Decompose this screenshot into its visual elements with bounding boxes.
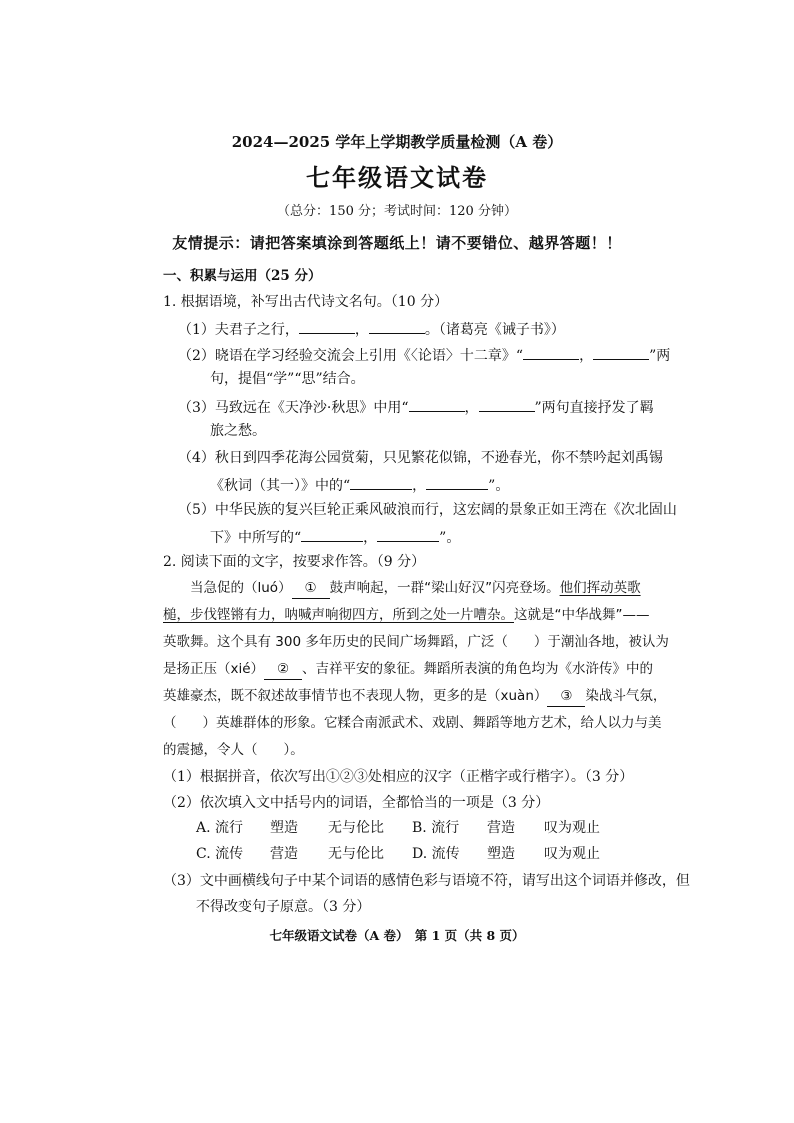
passage-text: ）。 xyxy=(283,742,304,758)
numbered-blank-2[interactable]: ② xyxy=(264,659,302,680)
passage-line-1 xyxy=(190,578,641,599)
comma: ， xyxy=(579,348,594,364)
item-text: 《秋词（其一）》中的“ xyxy=(210,478,351,494)
passage-text: 鼓声响起，一群“梁山好汉”闪亮登场。 xyxy=(329,580,560,596)
option-a-word-3: 无与伦比 xyxy=(328,820,384,836)
passage-text: 英歌舞。这个具有 300 多年历史的民间广场舞蹈，广泛（ xyxy=(163,634,508,650)
passage-text: 、吉祥平安的象征。舞蹈所表演的角色均为《水浒传》中的 xyxy=(302,661,654,677)
friendly-tip: 友情提示：请把答案填涂到答题纸上！请不要错位、越界答题！！ xyxy=(172,234,622,252)
passage-text: ）于潮汕各地，被认为 xyxy=(533,634,669,650)
answer-blank[interactable] xyxy=(350,474,412,490)
answer-blank[interactable] xyxy=(479,396,535,412)
option-d-word-1[interactable]: D. 流传 xyxy=(412,846,460,862)
passage-text: 染战斗气氛， xyxy=(585,688,667,704)
underlined-sentence: 槌，步伐铿锵有力，呐喊声响彻四方，所到之处一片嘈杂。 xyxy=(163,607,514,623)
option-a-word-2: 塑造 xyxy=(270,820,298,836)
question-1-stem: 1. 根据语境，补写出古代诗文名句。（10 分） xyxy=(163,294,449,310)
answer-blank[interactable] xyxy=(299,318,355,334)
passage-line-7 xyxy=(163,740,304,760)
comma: ， xyxy=(354,322,369,338)
passage-text: 英雄豪杰，既不叙述故事情节也不表现人物，更多的是（xuàn） xyxy=(163,688,548,704)
section-heading: 一、积累与运用（25 分） xyxy=(163,268,322,284)
question-2-stem: 2. 阅读下面的文字，按要求作答。（9 分） xyxy=(163,554,426,570)
subquestion-1: （1）根据拼音，依次写出①②③处相应的汉字（正楷字或行楷字）。（3 分） xyxy=(163,769,634,785)
numbered-blank-1[interactable]: ① xyxy=(292,578,330,599)
passage-text: 是扬正压（xié） xyxy=(163,661,265,677)
item-text: 下》中所写的“ xyxy=(210,530,302,546)
option-b-word-2: 营造 xyxy=(487,820,515,836)
option-b-word-1[interactable]: B. 流行 xyxy=(412,820,460,836)
passage-text: ）英雄群体的形象。它糅合南派武术、戏剧、舞蹈等地方艺术，给人以力与美 xyxy=(202,715,662,731)
item-text: ”两 xyxy=(649,348,671,364)
question-1-item-1 xyxy=(178,318,565,340)
item-text: 。（诸葛亮《诫子书》） xyxy=(424,322,565,338)
question-1-item-4-cont xyxy=(210,474,509,496)
question-1-item-3 xyxy=(178,396,654,418)
item-text: （2）晓语在学习经验交流会上引用《〈论语〉十二章》“ xyxy=(178,348,524,364)
option-c-word-1[interactable]: C. 流传 xyxy=(196,846,244,862)
page-title: 七年级语文试卷 xyxy=(306,163,488,192)
question-1-item-5: （5）中华民族的复兴巨轮正乘风破浪而行，这宏阔的景象正如王湾在《次北固山 xyxy=(178,502,677,518)
subquestion-2: （2）依次填入文中括号内的词语，全都恰当的一项是（3 分） xyxy=(163,795,550,811)
option-c-word-2: 营造 xyxy=(270,846,298,862)
item-text: ”。 xyxy=(488,478,510,494)
question-1-item-5-cont xyxy=(210,526,460,548)
answer-blank[interactable] xyxy=(409,396,465,412)
passage-text: （ xyxy=(163,715,177,731)
passage-text: 这就是“中华战舞”—— xyxy=(514,607,650,623)
item-text: （1）夫君子之行， xyxy=(178,322,299,338)
subquestion-3: （3）文中画横线句子中某个词语的感情色彩与语境不符，请写出这个词语并修改，但 xyxy=(163,873,690,889)
question-1-item-3-cont: 旅之愁。 xyxy=(210,423,266,439)
option-d-word-2: 塑造 xyxy=(487,846,515,862)
answer-blank[interactable] xyxy=(426,474,488,490)
comma: ， xyxy=(464,400,479,416)
subquestion-3-cont: 不得改变句子原意。（3 分） xyxy=(196,899,371,915)
answer-blank[interactable] xyxy=(523,344,579,360)
passage-line-6 xyxy=(163,713,662,733)
numbered-blank-3[interactable]: ③ xyxy=(547,686,585,707)
answer-blank[interactable] xyxy=(593,344,649,360)
exam-name: 2024—2025 学年上学期教学质量检测（A 卷） xyxy=(231,133,563,151)
option-b-word-3: 叹为观止 xyxy=(544,820,600,836)
item-text: ”两句直接抒发了羁 xyxy=(534,400,654,416)
question-1-item-2-cont: 句，提倡“学”“思”结合。 xyxy=(210,371,365,387)
answer-blank[interactable] xyxy=(301,526,363,542)
question-1-item-4: （4）秋日到四季花海公园赏菊，只见繁花似锦，不逊春光，你不禁吟起刘禹锡 xyxy=(178,450,663,466)
passage-line-4 xyxy=(163,659,653,680)
underlined-sentence: 他们挥动英歌 xyxy=(559,580,641,596)
option-a-word-1[interactable]: A. 流行 xyxy=(196,820,244,836)
comma: ， xyxy=(412,478,427,494)
option-d-word-3: 叹为观止 xyxy=(544,846,600,862)
answer-blank[interactable] xyxy=(369,318,425,334)
item-text: （3）马致远在《天净沙·秋思》中用“ xyxy=(178,400,409,416)
passage-line-5 xyxy=(163,686,666,707)
answer-blank[interactable] xyxy=(377,526,439,542)
item-text: ”。 xyxy=(439,530,461,546)
passage-text: 的震撼，令人（ xyxy=(163,742,258,758)
page-footer: 七年级语文试卷（A 卷） 第 1 页（共 8 页） xyxy=(269,928,525,943)
passage-line-3 xyxy=(163,632,669,652)
passage-line-2 xyxy=(163,605,650,625)
option-c-word-3: 无与伦比 xyxy=(328,846,384,862)
question-1-item-2 xyxy=(178,344,670,366)
passage-text: 当急促的（luó） xyxy=(190,580,292,596)
score-info: （总分：150 分；考试时间：120 分钟） xyxy=(277,204,517,219)
comma: ， xyxy=(363,530,378,546)
